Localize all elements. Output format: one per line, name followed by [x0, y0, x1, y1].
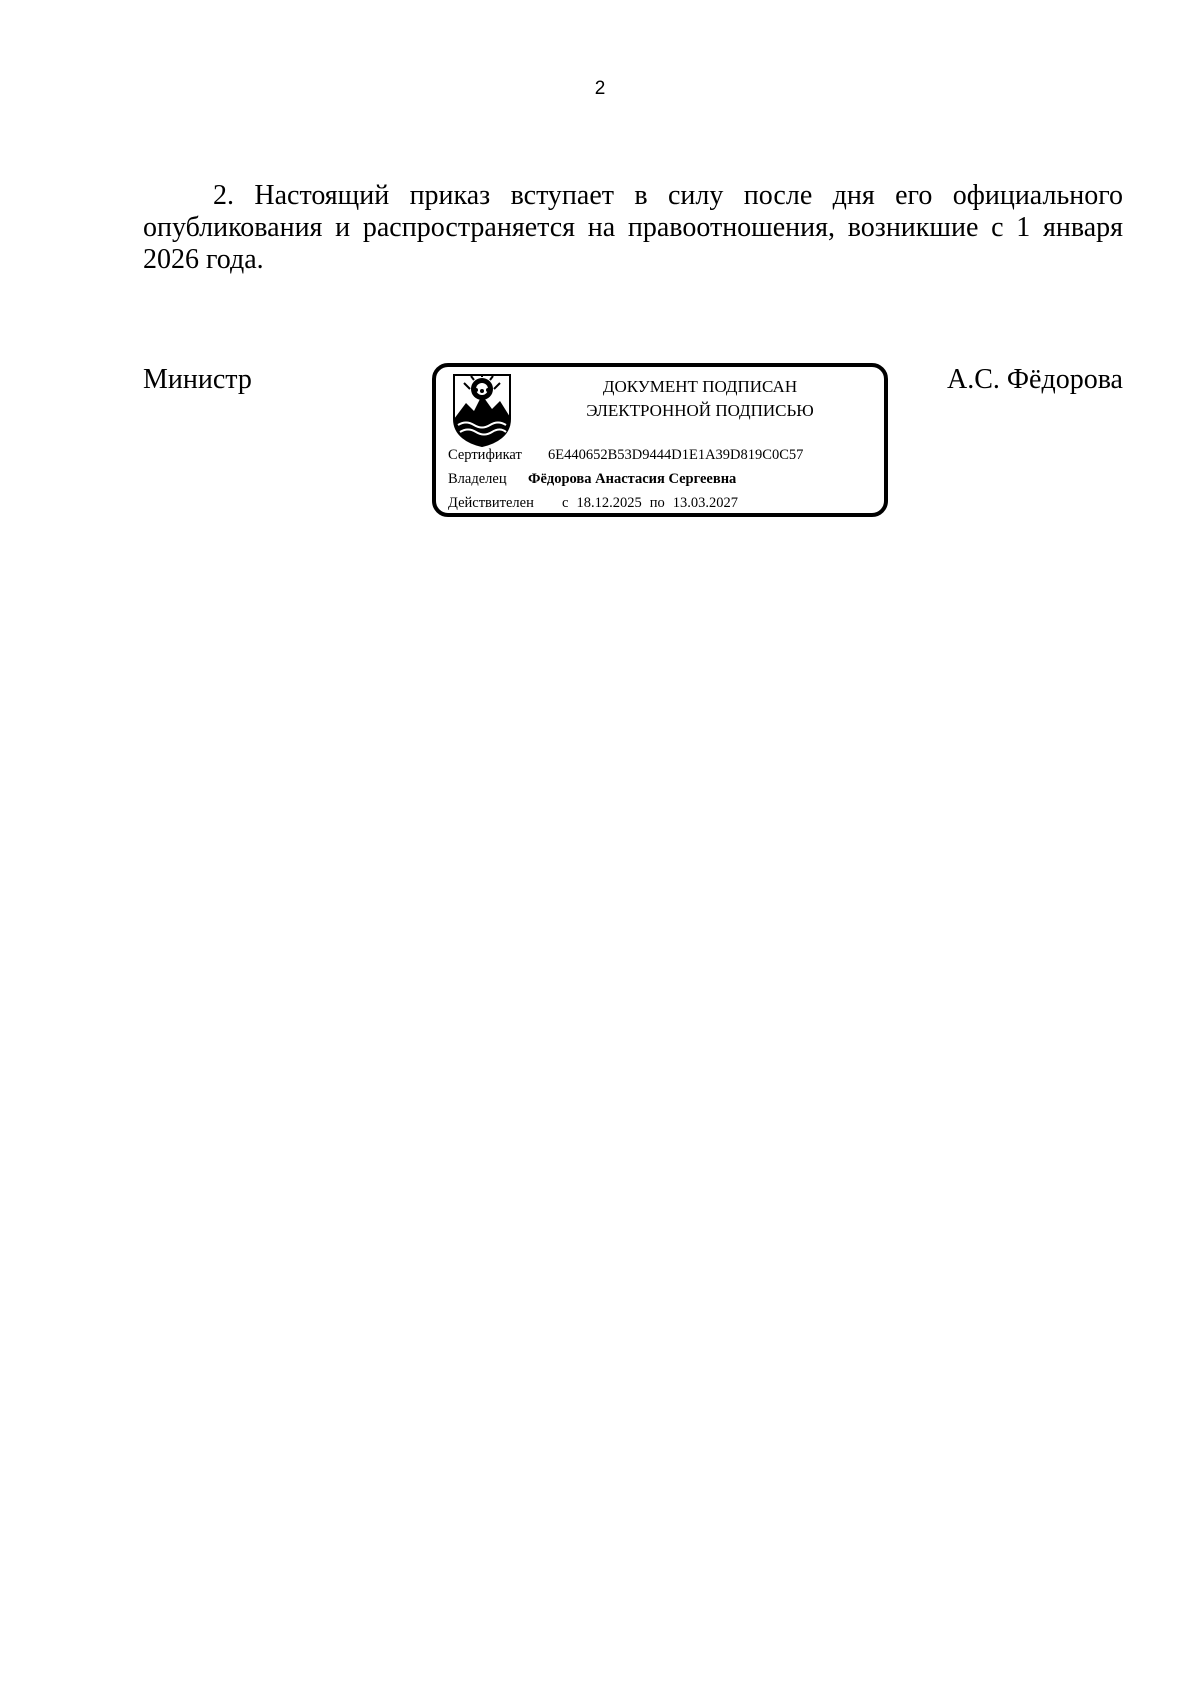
certificate-label: Сертификат: [448, 447, 522, 463]
stamp-title-line1: ДОКУМЕНТ ПОДПИСАН: [602, 377, 798, 396]
valid-from: 18.12.2025: [576, 495, 642, 511]
owner-label: Владелец: [448, 471, 507, 487]
valid-to: 13.03.2027: [672, 495, 738, 511]
kamchatka-coat-of-arms-icon: [452, 373, 512, 447]
validity-row: [448, 495, 738, 512]
stamp-title-line2: ЭЛЕКТРОННОЙ ПОДПИСЬЮ: [586, 401, 814, 420]
certificate-row: [448, 447, 803, 464]
valid-from-prefix: с: [562, 495, 569, 511]
signatory-position: Министр: [143, 364, 252, 395]
signatory-name: А.С. Фёдорова: [947, 364, 1123, 395]
valid-to-prefix: по: [649, 495, 665, 511]
owner-value: Фёдорова Анастасия Сергеевна: [528, 471, 737, 487]
page-number: 2: [594, 78, 606, 99]
certificate-value: 6E440652B53D9444D1E1A39D819C0C57: [548, 447, 804, 463]
owner-row: [448, 471, 736, 488]
stamp-title: [526, 375, 874, 423]
order-paragraph: 2. Настоящий приказ вступает в силу после дня его официального опубликования и распространяется на правоотношения, возникшие с 1 января 2026 года.: [143, 180, 1123, 275]
electronic-signature-stamp: [432, 363, 888, 517]
valid-label: Действителен: [448, 495, 534, 511]
